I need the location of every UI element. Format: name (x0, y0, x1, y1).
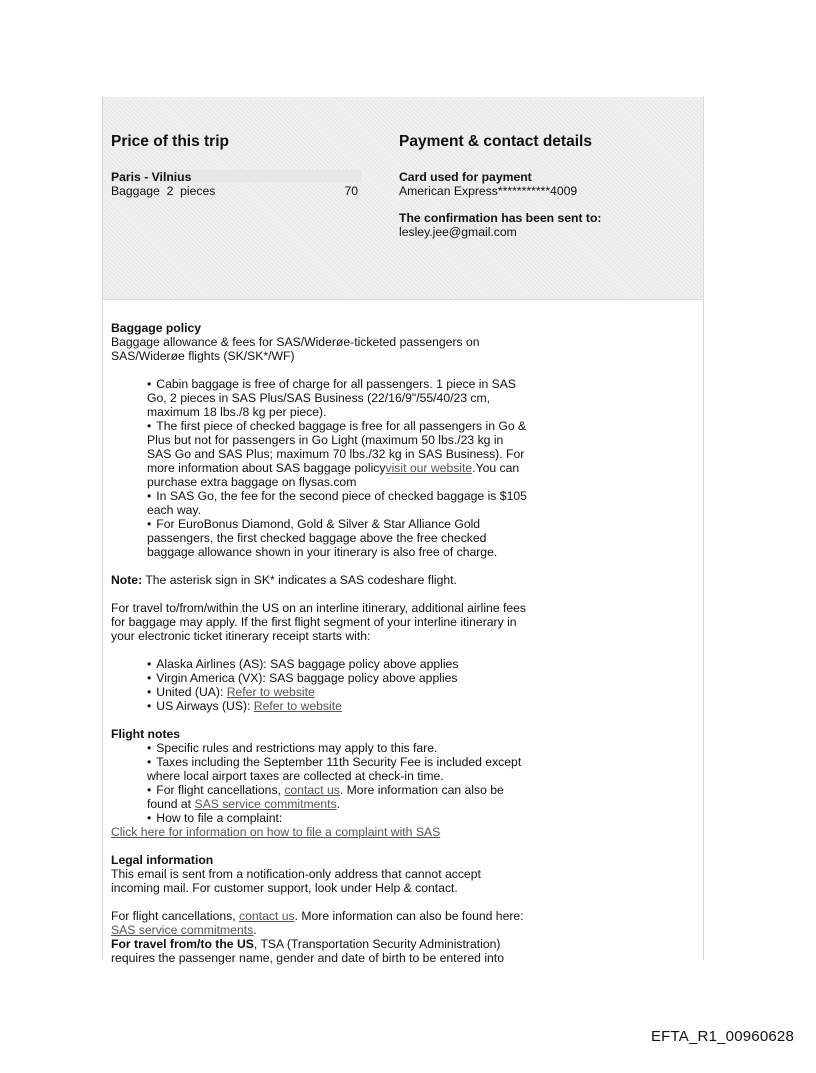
us-airways-website-link[interactable]: Refer to website (253, 699, 342, 713)
card-label: Card used for payment (399, 170, 532, 184)
list-item: • For EuroBonus Diamond, Gold & Silver & Star Alliance Gold passengers, the first checked baggage above the free checked baggage allowance shown in your itinerary is also free of charge. (147, 517, 531, 559)
flight-notes-title: Flight notes (111, 727, 181, 741)
cancellation-text: For flight cancellations, contact us. More information can also be found here: SAS service commitments. (111, 909, 524, 937)
contact-us-link[interactable]: contact us (284, 783, 340, 797)
codeshare-note: Note: The asterisk sign in SK* indicates a SAS codeshare flight. (111, 573, 457, 587)
airline-list (111, 657, 531, 713)
tsa-text: For travel from/to the US, TSA (Transportation Security Administration) requires the passenger name, gender and date of birth to be entered into (111, 937, 504, 965)
baggage-line-label: Baggage 2 pieces (111, 184, 216, 198)
complaint-link[interactable]: Click here for information on how to file a complaint with SAS (111, 825, 441, 839)
list-item: • The first piece of checked baggage is free for all passengers in Go & Plus but not for passengers in Go Light (maximum 50 lbs./23 kg in SAS Go and SAS Plus; maximum 70 lbs./32 kg in SAS Business). For more information about SAS baggage policyvisit our website.You can purchase extra baggage on flysas.com (147, 419, 531, 489)
service-commitments-link[interactable]: SAS service commitments (194, 797, 337, 811)
us-interline-text: For travel to/from/within the US on an interline itinerary, additional airline fees for baggage may apply. If the first flight segment of your interline itinerary in your electronic ticket itinerary receipt starts with: (111, 601, 527, 643)
legal-text: This email is sent from a notification-only address that cannot accept incoming mail. For customer support, look under Help & contact. (111, 867, 481, 895)
list-item: • Alaska Airlines (AS): SAS baggage policy above applies (147, 657, 531, 671)
trip-summary-panel (103, 97, 703, 300)
list-item: • Specific rules and restrictions may apply to this fare. (147, 741, 531, 755)
contact-us-link[interactable]: contact us (239, 909, 295, 923)
legal-title: Legal information (111, 853, 214, 867)
list-item: • Virgin America (VX): SAS baggage policy above applies (147, 671, 531, 685)
list-item: • Cabin baggage is free of charge for all passengers. 1 piece in SAS Go, 2 pieces in SAS Plus/SAS Business (22/16/9"/55/40/23 cm, maximum 18 lbs./8 kg per piece). (147, 377, 531, 419)
price-title: Price of this trip (111, 133, 229, 150)
baggage-line-amount: 70 (344, 184, 358, 198)
baggage-policy-list (111, 377, 531, 559)
confirmation-label: The confirmation has been sent to: (399, 211, 602, 225)
service-commitments-link[interactable]: SAS service commitments (111, 923, 254, 937)
list-item: • For flight cancellations, contact us. More information can also be found at SAS service commitments. (147, 783, 531, 811)
list-item: • Taxes including the September 11th Security Fee is included except where local airport taxes are collected at check-in time. (147, 755, 531, 783)
visit-website-link[interactable]: visit our website (385, 461, 473, 475)
payment-title: Payment & contact details (399, 133, 592, 150)
route: Paris - Vilnius (111, 170, 192, 184)
card-value: American Express***********4009 (399, 184, 578, 198)
list-item: • United (UA): Refer to website (147, 685, 531, 699)
baggage-policy-title: Baggage policy (111, 321, 202, 335)
flight-notes-list (111, 741, 531, 825)
list-item: • In SAS Go, the fee for the second piece of checked baggage is $105 each way. (147, 489, 531, 517)
united-website-link[interactable]: Refer to website (226, 685, 315, 699)
list-item: • US Airways (US): Refer to website (147, 699, 531, 713)
baggage-policy-intro: Baggage allowance & fees for SAS/Widerøe-ticketed passengers on SAS/Widerøe flights (SK/SK*/WF) (111, 335, 480, 363)
document-id: EFTA_R1_00960628 (650, 1028, 794, 1045)
email-body (111, 321, 531, 965)
confirmation-email: lesley.jee@gmail.com (399, 225, 517, 239)
list-item: • How to file a complaint: (147, 811, 531, 825)
